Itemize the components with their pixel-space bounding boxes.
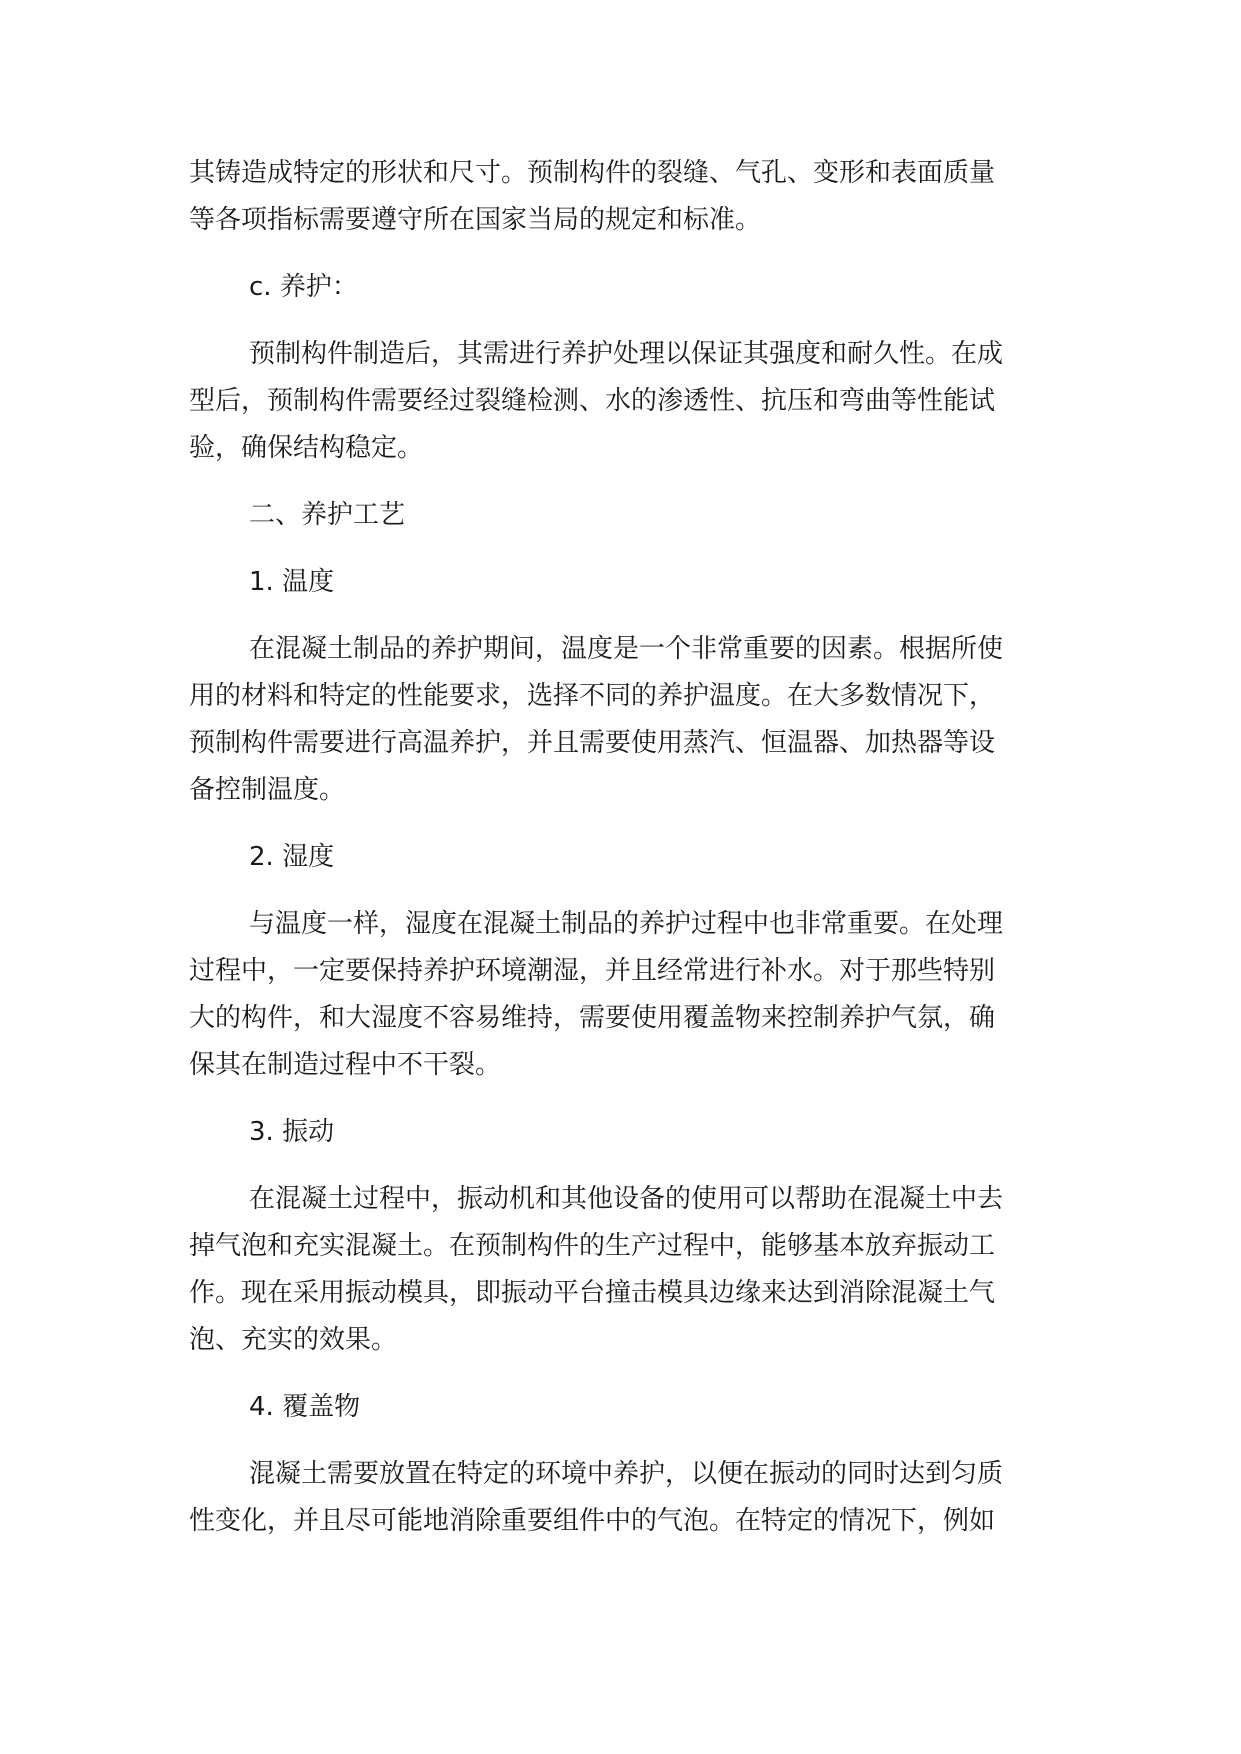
paragraph-vibration: 在混凝土过程中，振动机和其他设备的使用可以帮助在混凝土中去 掉气泡和充实混凝土。在预制构件的生产过程中，能够基本放弃振动工 作。现在采用振动模具，即振动平台撞击模具边缘来达到消除混凝土气 泡、充实的效果。 bbox=[189, 1184, 1004, 1355]
subheading-curing: c. 养护： bbox=[249, 272, 358, 302]
subheading-humidity: 2. 湿度 bbox=[249, 842, 335, 872]
paragraph-curing: 预制构件制造后，其需进行养护处理以保证其强度和耐久性。在成 型后，预制构件需要经过裂缝检测、水的渗透性、抗压和弯曲等性能试 验，确保结构稳定。 bbox=[189, 339, 1004, 463]
document-body bbox=[189, 150, 1049, 1565]
paragraph-humidity: 与温度一样，湿度在混凝土制品的养护过程中也非常重要。在处理 过程中，一定要保持养护环境潮湿，并且经常进行补水。对于那些特别 大的构件，和大湿度不容易维持，需要使用覆盖物来控制养护气氛，确 保其在制造过程中不干裂。 bbox=[189, 909, 1004, 1080]
subheading-vibration: 3. 振动 bbox=[249, 1117, 335, 1147]
paragraph-covering: 混凝土需要放置在特定的环境中养护，以便在振动的同时达到匀质 性变化，并且尽可能地消除重要组件中的气泡。在特定的情况下，例如 bbox=[189, 1459, 1004, 1536]
subheading-temperature: 1. 温度 bbox=[249, 567, 335, 597]
subheading-covering: 4. 覆盖物 bbox=[249, 1392, 361, 1422]
paragraph-continuation: 其铸造成特定的形状和尺寸。预制构件的裂缝、气孔、变形和表面质量 等各项指标需要遵守所在国家当局的规定和标准。 bbox=[189, 158, 996, 235]
paragraph-temperature: 在混凝土制品的养护期间，温度是一个非常重要的因素。根据所使 用的材料和特定的性能要求，选择不同的养护温度。在大多数情况下， 预制构件需要进行高温养护，并且需要使用蒸汽、恒温器、加热器等设 备控制温度。 bbox=[189, 634, 1004, 805]
section-heading-curing-process: 二、养护工艺 bbox=[249, 500, 406, 530]
